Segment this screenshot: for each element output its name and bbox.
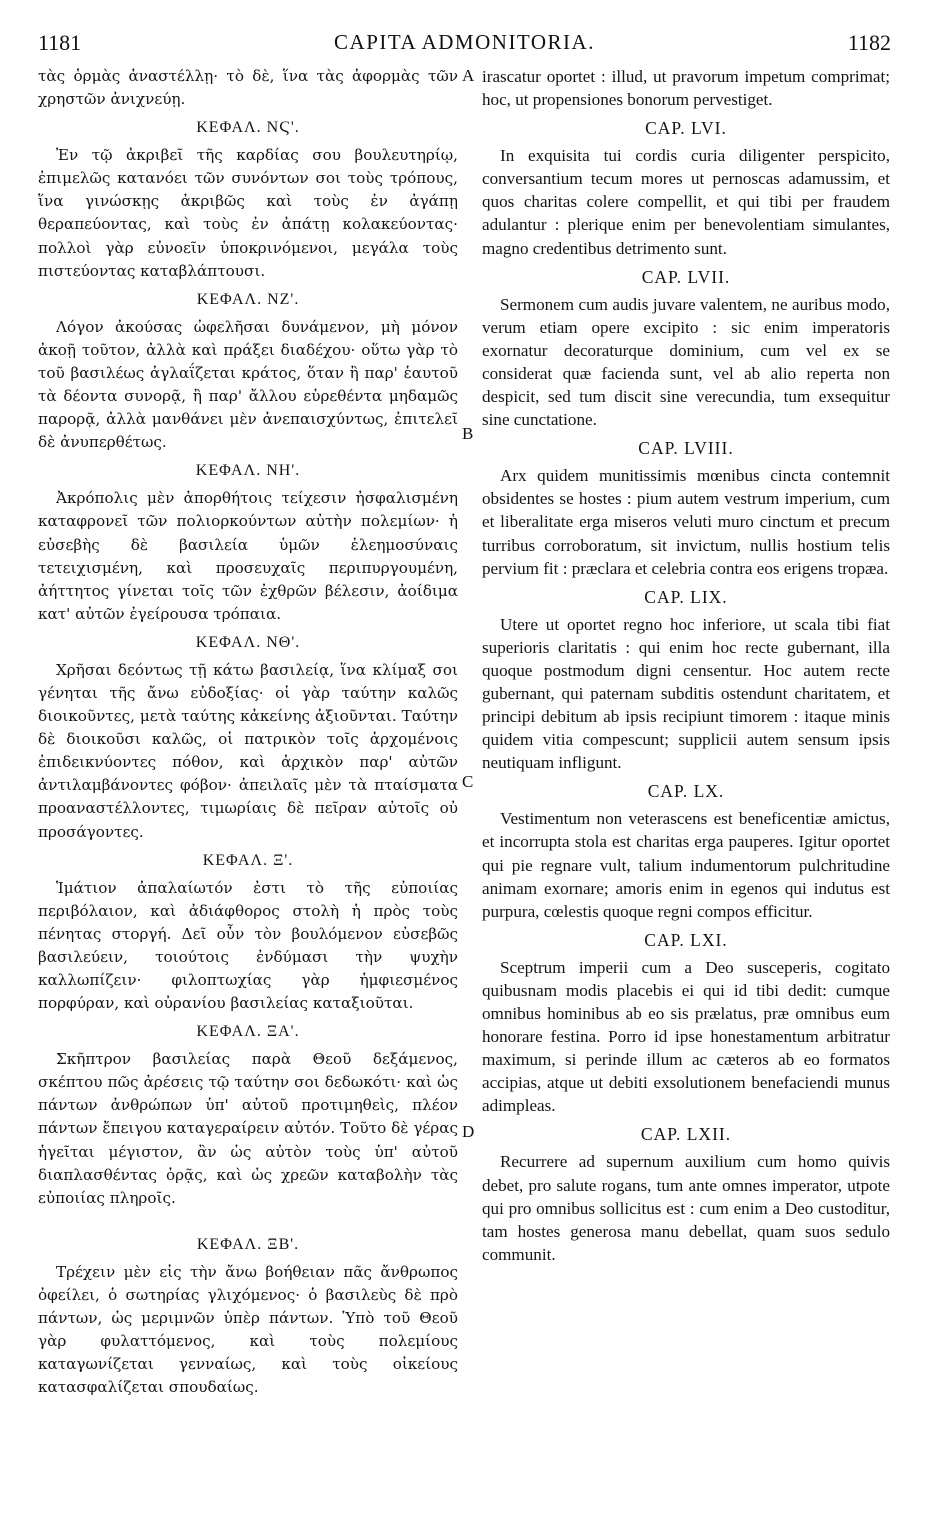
latin-chapter-heading: CAP. LXI. xyxy=(644,929,728,950)
latin-paragraph: Recurrere ad supernum auxilium cum homo quivis debet, pro salute rogans, tum ante omnes imperator, utpote qui pro omnibus sollicitus est : cum enim a Deo custoditur, tam hostes generosa manu debellat, quam suos sedulo communit. xyxy=(482,1152,890,1264)
margin-letter-c: C xyxy=(462,772,474,791)
latin-paragraph: Sermonem cum audis juvare valentem, ne auribus modo, verum etiam opere excipito : sic enim imperatoris exornatur decoraturque dominium, cum vel ex se considerat quæ facienda sunt, vel ab alio reperta non despicit, sed tum discit sine verecundia, tum exsequitur sine cunctatione. xyxy=(482,294,890,430)
greek-chapter-heading: ΚΕΦΑΛ. Ξ'. xyxy=(202,851,294,869)
latin-paragraph: Sceptrum imperii cum a Deo susceperis, cogitato quibusnam modis placebis ei qui id tibi dedit: cumque omnibus hominibus ab eo sis prælatus, præ omnibus eum honorare festina. Porro id ipse honestamentum arbitratur maximum, si perinde illum ac cæteros ab eo formatos accipias, atque ut debiti exsolutionem benefaciendi munus adimpleas. xyxy=(482,957,890,1116)
greek-paragraph: Ἀκρόπολις μὲν ἀπορθήτοις τείχεσιν ἠσφαλισμένη καταφρονεῖ τῶν πολιορκούντων αὐτὴν πολεμίων· ἡ εὐσεβὴς δὲ βασιλεία ὑμῶν ἐλεημοσύναις τετειχισμένη, καὶ προσευχαῖς περιπυργουμένη, ἀήττητος γίνεται τοῖς τῶν ἐχθρῶν βέλεσιν, ἀοίδιμα κατ' αὐτῶν ἐγείρουσα τρόπαια. xyxy=(38,489,458,623)
spacer xyxy=(38,1210,458,1228)
latin-paragraph: Utere ut oportet regno hoc inferiore, ut scala tibi fiat superioris claritatis : qui enim hoc recte gubernant, illa quoque postmodum digni censentur. Hoc autem recte gubernant, qui paternam subditis ostendunt charitatem, et principi debitum ab ipsis recipiunt timorem : itaque minis quidem vitia compescunt; supplicii autem sensum ipsis neutiquam infligunt. xyxy=(482,614,890,773)
margin-letter-b: B xyxy=(462,424,474,443)
latin-chapter-heading: CAP. LXII. xyxy=(640,1124,732,1145)
greek-paragraph: Ἐν τῷ ἀκριβεῖ τῆς καρδίας σου βουλευτηρίῳ, ἐπιμελῶς κατανόει τῶν συνόντων σοι τοὺς τρόπους, ἵνα γινώσκῃς ἀκριβῶς καὶ τοὺς ἐν ἀγάπῃ θεραπεύοντας, καὶ τοὺς ἐν ἀπάτῃ κολακεύοντας· πολλοὶ γὰρ εὐνοεῖν ὑποκρινόμενοι, μεγάλα τοὺς πιστεύοντας καταβλάπτουσι. xyxy=(38,146,458,280)
greek-paragraph: Τρέχειν μὲν εἰς τὴν ἄνω βοήθειαν πᾶς ἄνθρωπος ὀφείλει, ὁ σωτηρίας γλιχόμενος· ὁ βασιλεὺς δὲ πρὸ πάντων, ὡς μεριμνῶν ὑπὲρ πάντων. Ὑπὸ τοῦ Θεοῦ γὰρ φυλαττόμενος, καὶ τοὺς πολεμίους καταγωνίζεται γενναίως, καὶ τοὺς οἰκείους κατασφαλίζεται σπουδαίως. xyxy=(38,1262,458,1397)
latin-chapter-heading: CAP. LVIII. xyxy=(638,438,734,459)
latin-column xyxy=(482,65,890,1266)
greek-chapter-heading: ΚΕΦΑΛ. ΞΒ'. xyxy=(196,1235,300,1253)
latin-paragraph: Arx quidem munitissimis mœnibus cincta contemnit obsidentes se hostes : pium autem vestrum imperium, cum et liberalitate erga miseros veluti muro cinctum et precum turribus corroboratum, sit invictum, nullis hostium telis pervium fit : præclara et celebria contra eos erigens tropæa. xyxy=(482,466,890,578)
greek-column xyxy=(38,65,458,1399)
greek-chapter-heading: ΚΕΦΑΛ. ΞΑ'. xyxy=(196,1023,300,1041)
greek-chapter-heading: ΚΕΦΑΛ. ΝϚ'. xyxy=(196,119,300,137)
greek-paragraph: Σκῆπτρον βασιλείας παρὰ Θεοῦ δεξάμενος, σκέπτου πῶς ἀρέσεις τῷ ταύτην σοι δεδωκότι· καὶ ὡς πάντων ἀνθρώπων ὑπ' αὐτοῦ προτιμηθεὶς, πλέον πάντων ἔπειγου καταγεραίρειν αὐτόν. Τοῦτο δὲ γέρας ἡγεῖται μέγιστον, ἂν ὡς αὐτὸν τοὺς ὑπ' αὐτοῦ διαπλασθέντας ὁρᾷς, καὶ ὡς χρεῶν καταβολὴν τὰς εὐποιίας πληροῖς. xyxy=(38,1050,458,1207)
column-number-left: 1181 xyxy=(38,30,82,55)
latin-paragraph: Vestimentum non veterascens est beneficentiæ amictus, et incorrupta stola est charitas erga pauperes. Igitur oportet qui pie regnare vult, talium indumentorum pulchritudine animam exornare; amoris enim in egenos qui indutus est purpura, cœlestis quoque regni compos efficitur. xyxy=(482,809,890,921)
latin-chapter-heading: CAP. LVII. xyxy=(641,266,731,287)
greek-paragraph: Λόγον ἀκούσας ὠφελῆσαι δυνάμενον, μὴ μόνον ἀκοῇ τοῦτον, ἀλλὰ καὶ πράξει διαδέχου· οὕτω γὰρ τὸ τοῦ βασιλέως ἀγλαΐζεται κράτος, ὅταν ἢ παρ' ἑαυτοῦ τὰ δέοντα συνορᾷ, ἢ παρ' ἄλλου εὑρεθέντα μηδαμῶς παρορᾷ, ἀλλὰ μανθάνει μὲν ἀνεπαισχύντως, ἐπιτελεῖ δὲ ἀνυπερθέτως. xyxy=(38,317,458,452)
running-title: CAPITA ADMONITORIA. xyxy=(334,30,595,54)
margin-letter-d: D xyxy=(462,1122,475,1141)
latin-paragraph: irascatur oportet : illud, ut pravorum impetum comprimat; hoc, ut propensiones bonorum pervestiget. xyxy=(482,67,890,110)
column-number-right: 1182 xyxy=(847,30,891,55)
margin-letter-a: A xyxy=(462,66,475,85)
latin-chapter-heading: CAP. LX. xyxy=(647,781,725,802)
greek-chapter-heading: ΚΕΦΑΛ. ΝΘ'. xyxy=(195,633,301,651)
greek-paragraph: Ἱμάτιον ἀπαλαίωτόν ἐστι τὸ τῆς εὐποιίας περιβόλαιον, καὶ ἀδιάφθορος στολὴ ἡ πρὸς τοὺς πένητας στοργή. Δεῖ οὖν τὸν βουλόμενον εὐσεβῶς βασιλεύειν, τοιούτοις ἐνδύμασι τὴν ψυχὴν καλλωπίζειν· φιλοπτωχίας γὰρ ἠμφιεσμένος πορφύραν, καὶ οὐρανίου βασιλείας καταξιοῦται. xyxy=(38,878,458,1013)
greek-paragraph: τὰς ὁρμὰς ἀναστέλλῃ· τὸ δὲ, ἵνα τὰς ἀφορμὰς τῶν χρηστῶν ἀνιχνεύῃ. xyxy=(38,67,458,109)
page-header xyxy=(0,30,929,64)
greek-chapter-heading: ΚΕΦΑΛ. ΝΗ'. xyxy=(195,462,301,480)
latin-chapter-heading: CAP. LVI. xyxy=(645,118,727,139)
greek-chapter-heading: ΚΕΦΑΛ. ΝΖ'. xyxy=(196,290,300,308)
latin-paragraph: In exquisita tui cordis curia diligenter perspicito, conversantium tecum mores ut pernoscas adamussim, et quos charitas colere compellit, et qui tibi per fraudem adulantur : plerique enim per benevolentiam simulantes, magno credentibus detrimento sunt. xyxy=(482,146,890,258)
latin-chapter-heading: CAP. LIX. xyxy=(644,586,728,607)
greek-paragraph: Χρῆσαι δεόντως τῇ κάτω βασιλείᾳ, ἵνα κλίμαξ σοι γένηται τῆς ἄνω εὐδοξίας· οἱ γὰρ ταύτην καλῶς διοικοῦντες, μετὰ ταύτης κἀκείνης ἀξιοῦνται. Ταύτην δὲ διοικοῦσι καλῶς, οἱ πατρικὸν τοῖς ἀρχομένοις ἐπιδεικνύοντες πόθον, καὶ ἀρχικὸν παρ' αὐτῶν ἀντιλαμβάνοντες φόβον· ἀπειλαῖς μὲν τὰ πταίσματα προαναστέλλοντες, τιμωρίαις δὲ πεῖραν αὐτοῖς οὐ προσάγοντες. xyxy=(38,660,458,841)
